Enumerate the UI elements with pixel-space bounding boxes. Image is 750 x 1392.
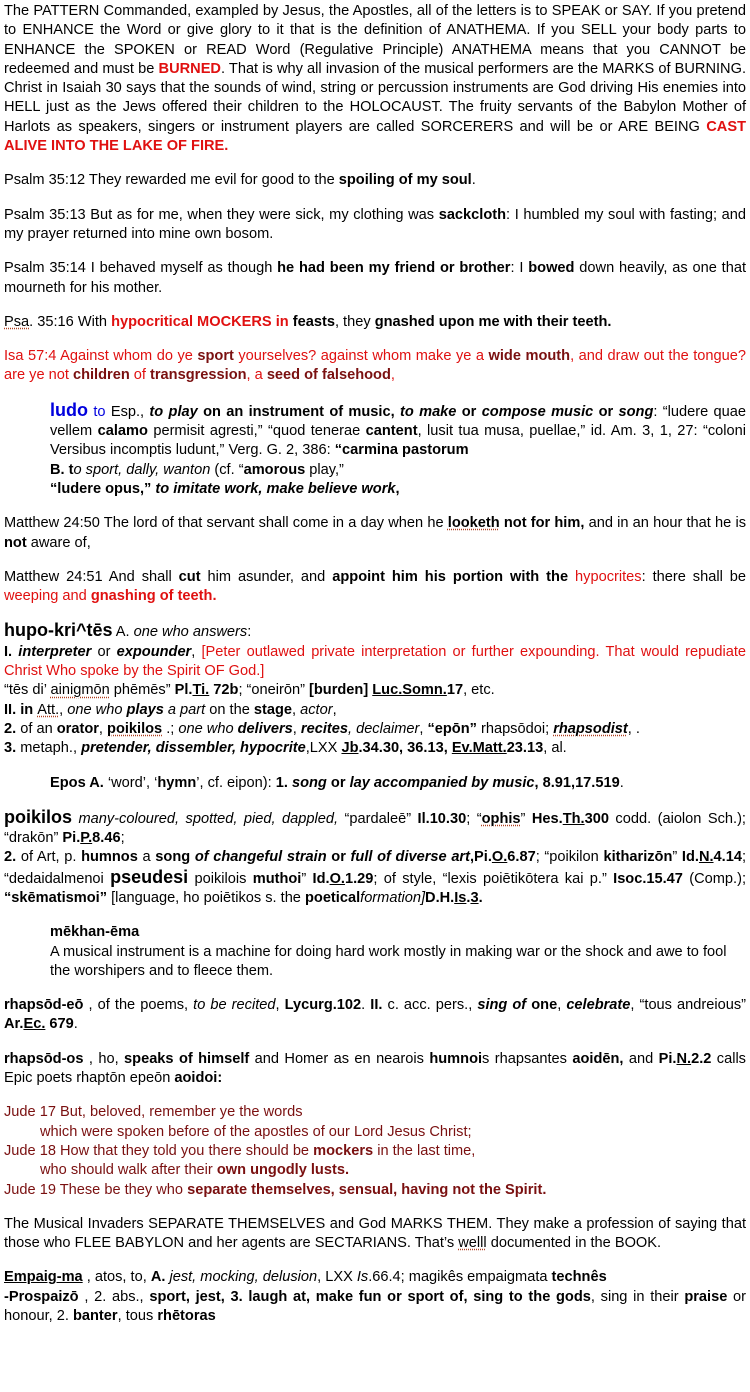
- rhapsodos-entry: rhapsōd-os , ho, speaks of himself and Homer as en nearois humnois rhapsantes aoidēn, and Pi.N.2.2 calls Epic poets rhaptōn epeōn aoidoi:: [4, 1050, 746, 1087]
- burned-emphasis: BURNED: [158, 60, 221, 77]
- musical-invaders-paragraph: The Musical Invaders SEPARATE THEMSELVES and God MARKS THEM. They make a profession of saying that those who FLEE BABYLON and her agents are SECTARIANS. That’s welll documented in the BOOK.: [4, 1215, 746, 1252]
- intro-paragraph: The PATTERN Commanded, exampled by Jesus, the Apostles, all of the letters is to SPEAK or SAY. If you pretend to ENHANCE the Word or give glory to it that is the definition of ANATHEMA. If you SELL your body parts to ENHANCE the SPOKEN or READ Word (Regulative Principle) ANATHEMA means that you CANNOT be redeemed and must be BURNED. That is why all invasion of the musical performers are the MARKS of BURNING. Christ in Isaiah 30 says that the sounds of wind, string or percussion instruments are God driving His enemies into HELL just as the Jews offered their children to the HOLOCAUST. The fruity servants of the Babylon Mother of Harlots as speakers, singers or instrument players are called SORCERERS and will be or ARE BEING CAST ALIVE INTO THE LAKE OF FIRE.: [4, 3, 747, 155]
- ludo-headword: ludo: [50, 399, 88, 420]
- cast-alive-emphasis: CAST ALIVE INTO THE LAKE OF FIRE: [4, 118, 746, 155]
- jude-passage: Jude 17 But, beloved, remember ye the words which were spoken before of the apostles of our Lord Jesus Christ; Jude 18 How that they told you there should be mockers in the last time, who should walk after their own ungodly lusts. Jude 19 These be they who separate themselves, sensual, having not the Spirit.: [4, 1104, 547, 1198]
- hupokrites-entry: hupo-kri^tēs A. one who answers: I. interpreter or expounder, [Peter outlawed private interpretation or further expounding. That would repudiate Christ Who spoke by the Spirit OF God.] “tēs di’ ainigmōn phēmēs” Pl.Ti. 72b; “oneirōn” [burden] Luc.Somn.17, etc. II. in Att., one who plays a part on the stage, actor, 2. of an orator, poikilos .; one who delivers, recites, declaimer, “epōn” rhapsōdoi; rhapsodist, . 3. metaph., pretender, dissembler, hypocrite,LXX Jb.34.30, 36.13, Ev.Matt.23.13, al.: [4, 620, 747, 757]
- matthew-24-50: Matthew 24:50 The lord of that servant shall come in a day when he looketh not for him, and in an hour that he is not aware of,: [4, 515, 746, 551]
- poikilos-headword: poikilos: [4, 806, 73, 827]
- empaigma-entry: Empaig-ma , atos, to, A. jest, mocking, delusion, LXX Is.66.4; magikês empaigmata technês -Prospaizō , 2. abs., sport, jest, 3. laugh at, make fun or sport of, sing to the gods, sing in their praise or honour, 2. banter, tous rhētoras: [4, 1269, 747, 1325]
- isaiah-57-4: Isa 57:4 Against whom do ye sport yourselves? against whom make ye a wide mouth, and draw out the tongue? are ye not children of transgression, a seed of falsehood,: [4, 348, 746, 384]
- psalm-35-12: Psalm 35:12 They rewarded me evil for good to the spoiling of my soul.: [4, 172, 476, 189]
- rhapsodeo-entry: rhapsōd-eō , of the poems, to be recited, Lycurg.102. II. c. acc. pers., sing of one, celebrate, “tous andreious” Ar.Ec. 679.: [4, 997, 746, 1033]
- matthew-24-51: Matthew 24:51 And shall cut him asunder, and appoint him his portion with the hypocrites: there shall be weeping and gnashing of teeth.: [4, 568, 746, 605]
- ludo-definition: ludo to Esp., to play on an instrument of music, to make or compose music or song: “ludere quae vellem calamo permisit agresti,” “quod tenerae cantent, lusit tua musa, puellae,” id. Am. 3, 1, 27: “coloni Versibus incomptis ludunt,” Verg. G. 2, 386: “carmina pastorum B. to sport, dally, wanton (cf. “amorous play,” “ludere opus,” to imitate work, make believe work,: [50, 399, 747, 497]
- psalm-35-16: Psa. 35:16 With hypocritical MOCKERS in feasts, they gnashed upon me with their teeth.: [4, 313, 612, 330]
- mekhanema-entry: mēkhan-ēma A musical instrument is a machine for doing hard work mostly in making war or the shock and awe to fool the worshipers and to fleece them.: [50, 924, 727, 979]
- psalm-35-13: Psalm 35:13 But as for me, when they were sick, my clothing was sackcloth: I humbled my soul with fasting; and my prayer returned into mine own bosom.: [4, 206, 746, 242]
- hupokrites-headword: hupo-kri^tēs: [4, 620, 113, 641]
- epos-entry: Epos A. ‘word’, ‘hymn’, cf. eipon): 1. song or lay accompanied by music, 8.91,17.519.: [50, 774, 624, 791]
- psalm-35-14: Psalm 35:14 I behaved myself as though he had been my friend or brother: I bowed down heavily, as one that mourneth for his mother.: [4, 260, 747, 296]
- poikilos-entry: poikilos many-coloured, spotted, pied, dappled, “pardaleē” Il.10.30; “ophis” Hes.Th.300 codd. (aiolon Sch.); “drakōn” Pi.P.8.46; 2. of Art, p. humnos a song of changeful strain or full of diverse art,Pi.O.6.87; “poikilon kitharizōn” Id.N.4.14; “dedaidalmenoi pseudesi poikilois muthoi” Id.O.1.29; of style, “lexis poiētikōtera kai p.” Isoc.15.47 (Comp.); “skēmatismoi” [language, ho poiētikos s. the poeticalformation]D.H.Is.3.: [4, 806, 747, 906]
